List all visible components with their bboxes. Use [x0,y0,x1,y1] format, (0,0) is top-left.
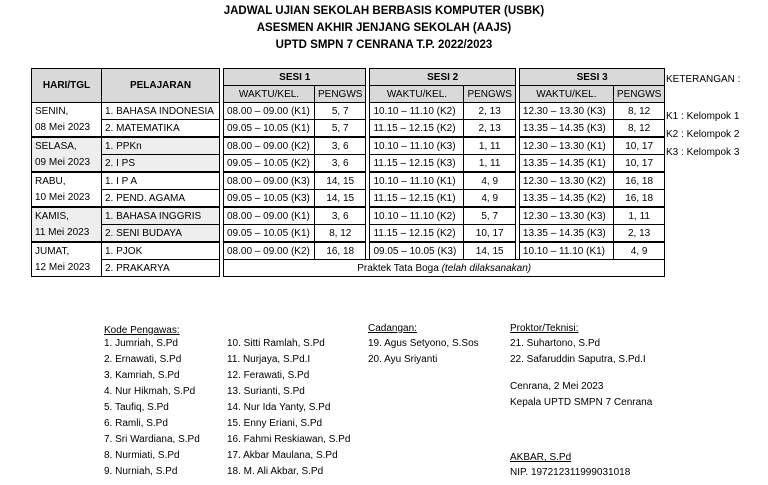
reserve-title: Cadangan: [368,323,417,334]
pengws-cell: 5, 7 [315,120,366,138]
supervisor-item: 18. M. Ali Akbar, S.Pd [227,466,324,477]
day-cell: 09 Mei 2023 [32,155,102,173]
pengws-cell: 1, 11 [613,207,664,225]
time-cell: 09.05 – 10.05 (K1) [224,225,315,243]
time-cell: 10.10 – 11.10 (K1) [519,242,613,260]
header-pengws-1: PENGWS [315,86,366,103]
time-cell: 13.35 – 14.35 (K2) [519,190,613,208]
supervisors-col1 [104,336,200,480]
supervisor-item: 6. Ramli, S.Pd [104,418,168,429]
supervisor-item: 5. Taufiq, S.Pd [104,402,169,413]
day-cell: SENIN, [32,103,102,120]
time-cell: 12.30 – 13.30 (K1) [519,137,613,155]
note-italic: (telah dilaksanakan) [441,262,532,274]
supervisor-item: 8. Nurmiati, S.Pd [104,450,180,461]
pengws-cell: 10, 17 [464,225,515,243]
day-cell: KAMIS, [32,207,102,225]
supervisor-item: 15. Enny Eriani, S.Pd [227,418,323,429]
pengws-cell: 14, 15 [464,242,515,260]
time-cell: 10.10 – 11.10 (K3) [370,137,464,155]
subject-cell: 1. BAHASA INGGRIS [102,207,220,225]
doc-title-line2: ASESMEN AKHIR JENJANG SEKOLAH (AAJS) [256,22,512,34]
table-row [32,103,665,120]
table-row [32,242,665,260]
table-row [32,155,665,173]
table-row [32,190,665,208]
pengws-cell: 10, 17 [613,155,664,173]
reserve-item: 20. Ayu Sriyanti [368,354,438,365]
legend-title: KETERANGAN : [666,74,741,85]
pengws-cell: 3, 6 [315,155,366,173]
header-pengws-3: PENGWS [613,86,664,103]
time-cell: 10.10 – 11.10 (K1) [370,172,464,190]
header-sesi-3: SESI 3 [519,69,664,86]
pengws-cell: 4, 9 [464,190,515,208]
doc-title-line3: UPTD SMPN 7 CENRANA T.P. 2022/2023 [275,39,493,51]
header-time-3: WAKTU/KEL. [519,86,613,103]
pengws-cell: 16, 18 [613,190,664,208]
pengws-cell: 14, 15 [315,172,366,190]
table-row [32,120,665,138]
pengws-cell: 4, 9 [613,242,664,260]
supervisor-item: 16. Fahmi Reskiawan, S.Pd [227,434,351,445]
pengws-cell: 10, 17 [613,137,664,155]
schedule-table [31,68,665,277]
pengws-cell: 16, 18 [315,242,366,260]
table-row [32,137,665,155]
subject-cell: 1. I P A [102,172,220,190]
sign-place-date: Cenrana, 2 Mei 2023 [510,381,604,392]
day-cell: 12 Mei 2023 [32,260,102,277]
pengws-cell: 5, 7 [464,207,515,225]
legend-item: K1 : Kelompok 1 [666,111,740,122]
sign-name: AKBAR, S.Pd [510,452,572,463]
note-text: Praktek Tata Boga [357,262,439,274]
supervisor-item: 9. Nurniah, S.Pd [104,466,178,477]
time-cell: 12.30 – 13.30 (K2) [519,172,613,190]
sign-nip: NIP. 197212311999031018 [510,467,631,478]
day-cell: 08 Mei 2023 [32,120,102,138]
pengws-cell: 2, 13 [613,225,664,243]
pengws-cell: 1, 11 [464,137,515,155]
time-cell: 12.30 – 13.30 (K3) [519,103,613,120]
subject-cell: 2. PEND. AGAMA [102,190,220,208]
time-cell: 09.05 – 10.05 (K3) [224,190,315,208]
subject-cell: 2. SENI BUDAYA [102,225,220,243]
supervisors-col2 [227,336,350,480]
time-cell: 13.35 – 14.35 (K1) [519,155,613,173]
proctor-item: 22. Safaruddin Saputra, S.Pd.I [510,354,646,365]
supervisor-item: 14. Nur Ida Yanty, S.Pd [227,402,331,413]
note-cell [224,260,665,277]
supervisor-item: 10. Sitti Ramlah, S.Pd [227,338,325,349]
time-cell: 09.05 – 10.05 (K2) [224,155,315,173]
pengws-cell: 3, 6 [315,137,366,155]
reserve-item: 19. Agus Setyono, S.Sos [368,338,479,349]
doc-title-line1: JADWAL UJIAN SEKOLAH BERBASIS KOMPUTER (USBK) [223,5,545,17]
pengws-cell: 2, 13 [464,120,515,138]
pengws-cell: 2, 13 [464,103,515,120]
proctor-item: 21. Suhartono, S.Pd [510,338,601,349]
supervisor-item: 7. Sri Wardiana, S.Pd [104,434,200,445]
supervisor-item: 17. Akbar Maulana, S.Pd [227,450,338,461]
subject-cell: 2. PRAKARYA [102,260,220,277]
legend-item: K3 : Kelompok 3 [666,147,740,158]
subject-cell: 1. PPKn [102,137,220,155]
pengws-cell: 3, 6 [315,207,366,225]
pengws-cell: 8, 12 [613,103,664,120]
header-pengws-2: PENGWS [464,86,515,103]
time-cell: 11.15 – 12.15 (K3) [370,155,464,173]
time-cell: 08.00 – 09.00 (K1) [224,103,315,120]
header-time-1: WAKTU/KEL. [224,86,315,103]
header-time-2: WAKTU/KEL. [370,86,464,103]
supervisor-item: 12. Ferawati, S.Pd [227,370,310,381]
time-cell: 09.05 – 10.05 (K1) [224,120,315,138]
time-cell: 11.15 – 12.15 (K2) [370,120,464,138]
supervisor-item: 2. Ernawati, S.Pd [104,354,182,365]
day-cell: SELASA, [32,137,102,155]
time-cell: 11.15 – 12.15 (K1) [370,190,464,208]
day-cell: JUMAT, [32,242,102,260]
header-subject: PELAJARAN [102,69,220,103]
pengws-cell: 8, 12 [315,225,366,243]
subject-cell: 1. PJOK [102,242,220,260]
time-cell: 08.00 – 09.00 (K3) [224,172,315,190]
pengws-cell: 5, 7 [315,103,366,120]
header-day: HARI/TGL [32,69,102,103]
pengws-cell: 1, 11 [464,155,515,173]
pengws-cell: 8, 12 [613,120,664,138]
pengws-cell: 4, 9 [464,172,515,190]
sign-position: Kepala UPTD SMPN 7 Cenrana [510,397,653,408]
subject-cell: 2. MATEMATIKA [102,120,220,138]
table-row [32,207,665,225]
header-sesi-1: SESI 1 [224,69,366,86]
supervisor-item: 4. Nur Hikmah, S.Pd [104,386,196,397]
table-row [32,172,665,190]
time-cell: 08.00 – 09.00 (K2) [224,137,315,155]
supervisor-item: 3. Kamriah, S.Pd [104,370,180,381]
pengws-cell: 14, 15 [315,190,366,208]
supervisor-item: 13. Surianti, S.Pd [227,386,305,397]
supervisors-title: Kode Pengawas: [104,325,180,336]
time-cell: 08.00 – 09.00 (K2) [224,242,315,260]
time-cell: 08.00 – 09.00 (K1) [224,207,315,225]
time-cell: 12.30 – 13.30 (K3) [519,207,613,225]
table-row [32,260,665,277]
pengws-cell: 16, 18 [613,172,664,190]
time-cell: 13.35 – 14.35 (K3) [519,120,613,138]
time-cell: 09.05 – 10.05 (K3) [370,242,464,260]
day-cell: 10 Mei 2023 [32,190,102,208]
time-cell: 13.35 – 14.35 (K3) [519,225,613,243]
day-cell: 11 Mei 2023 [32,225,102,243]
supervisor-item: 1. Jumriah, S.Pd [104,338,178,349]
supervisor-item: 11. Nurjaya, S.Pd.I [227,354,311,365]
table-row [32,225,665,243]
time-cell: 11.15 – 12.15 (K2) [370,225,464,243]
day-cell: RABU, [32,172,102,190]
legend-item: K2 : Kelompok 2 [666,129,740,140]
header-sesi-2: SESI 2 [370,69,515,86]
proctor-title: Proktor/Teknisi: [510,323,579,334]
time-cell: 10.10 – 11.10 (K2) [370,207,464,225]
subject-cell: 1. BAHASA INDONESIA [102,103,220,120]
subject-cell: 2. I PS [102,155,220,173]
time-cell: 10.10 – 11.10 (K2) [370,103,464,120]
